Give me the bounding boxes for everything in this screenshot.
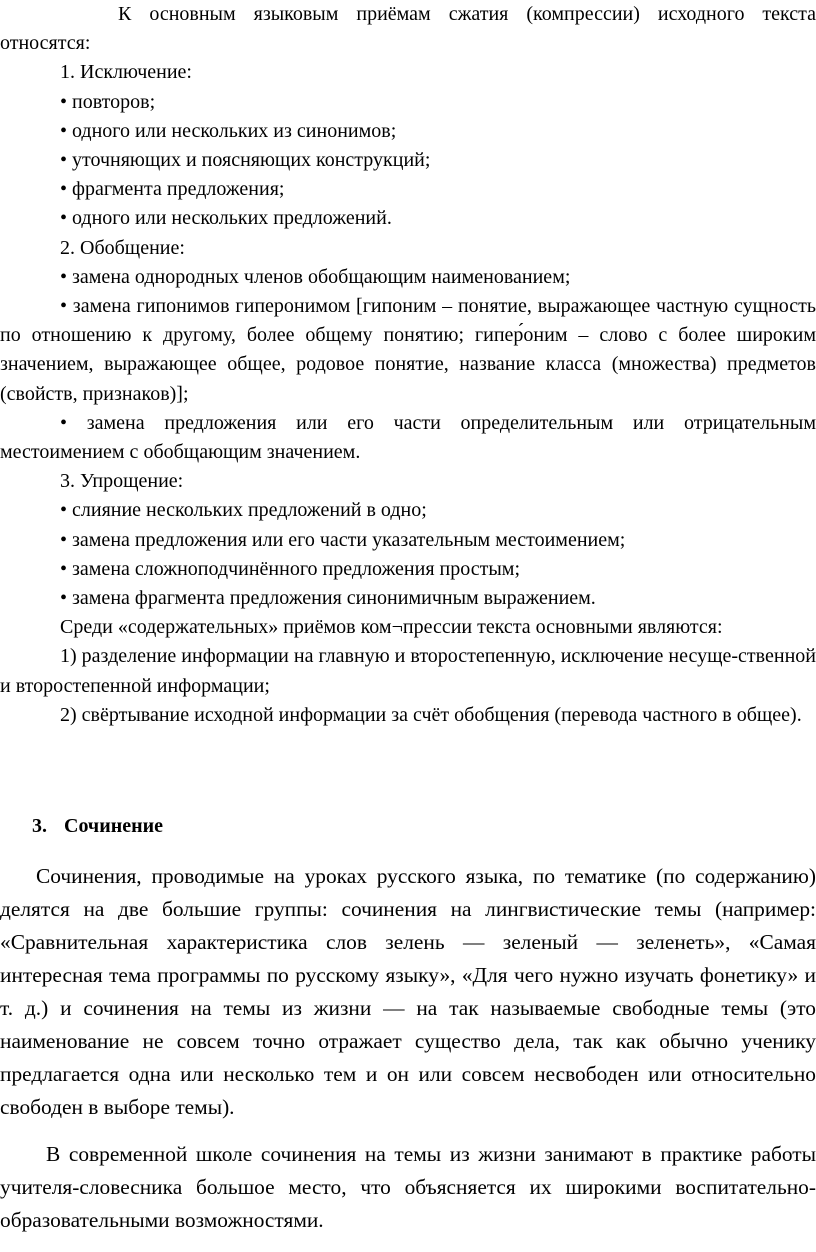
list-item: • замена предложения или его части определительным или отрицательным местоимением с обобщающим значением. bbox=[0, 411, 816, 464]
list-item: • замена предложения или его части указательным местоимением; bbox=[60, 528, 626, 551]
section-title: Сочинение bbox=[64, 815, 164, 837]
list-item: 1) разделение информации на главную и второстепенную, исключение несуще-ственной и второстепенной информации; bbox=[0, 645, 816, 697]
list-item: • фрагмента предложения; bbox=[60, 178, 285, 201]
simplification-title: 3. Упрощение: bbox=[60, 470, 184, 493]
list-item: • замена гипонимов гиперонимом [гипоним – понятие, выражающее частную сущность по отношению к другому, более общему понятию; гипер́оним – слово с более широким значением, выражающее общее, родовое понятие, название класса (множества) предметов (свойств, признаков)]; bbox=[0, 295, 816, 405]
content-intro: Среди «содержательных» приёмов ком¬прессии текста основными являются: bbox=[60, 616, 723, 639]
list-item: • замена сложноподчинённого предложения простым; bbox=[60, 557, 521, 580]
essay-section bbox=[0, 860, 816, 1124]
list-item: • уточняющих и поясняющих конструкций; bbox=[60, 149, 431, 172]
list-item: 2) свёртывание исходной информации за счёт обобщения (перевода частного в общее). bbox=[60, 703, 802, 726]
essay-paragraph: Сочинения, проводимые на уроках русского языка, по тематике (по содержанию) делятся на две большие группы: сочинения на лингвистические темы (например: «Сравнительная характеристика слов зелень — зеленый — зеленеть», «Самая интересная тема программы по русскому языку», «Для чего нужно изучать фонетику» и т. д.) и сочинения на темы из жизни — на так называемые свободные темы (это наименование не совсем точно отражает существо дела, так как обычно ученику предлагается одна или несколько тем и он или совсем несвободен или относительно свободен в выборе темы). bbox=[0, 864, 816, 1119]
intro-paragraph: К основным языковым приёмам сжатия (компрессии) исходного текста относятся: bbox=[0, 3, 816, 55]
list-item: • одного или нескольких предложений. bbox=[60, 207, 392, 230]
exclusion-title: 1. Исключение: bbox=[60, 61, 192, 84]
essay-paragraph: В современной школе сочинения на темы из жизни занимают в практике работы учителя-словесника большое место, что объясняется их широкими воспитательно-образовательными возможностями. bbox=[0, 1142, 816, 1232]
list-item: • одного или нескольких из синонимов; bbox=[60, 119, 397, 142]
section-heading bbox=[0, 812, 816, 841]
section-number: 3. bbox=[32, 815, 47, 837]
list-item: • повторов; bbox=[60, 90, 156, 113]
list-item: • замена однородных членов обобщающим наименованием; bbox=[60, 265, 571, 288]
list-item: • слияние нескольких предложений в одно; bbox=[60, 499, 427, 522]
generalization-title: 2. Обобщение: bbox=[60, 236, 185, 259]
essay-section-continued bbox=[0, 1138, 816, 1237]
list-item: • замена фрагмента предложения синонимичным выражением. bbox=[60, 587, 596, 610]
